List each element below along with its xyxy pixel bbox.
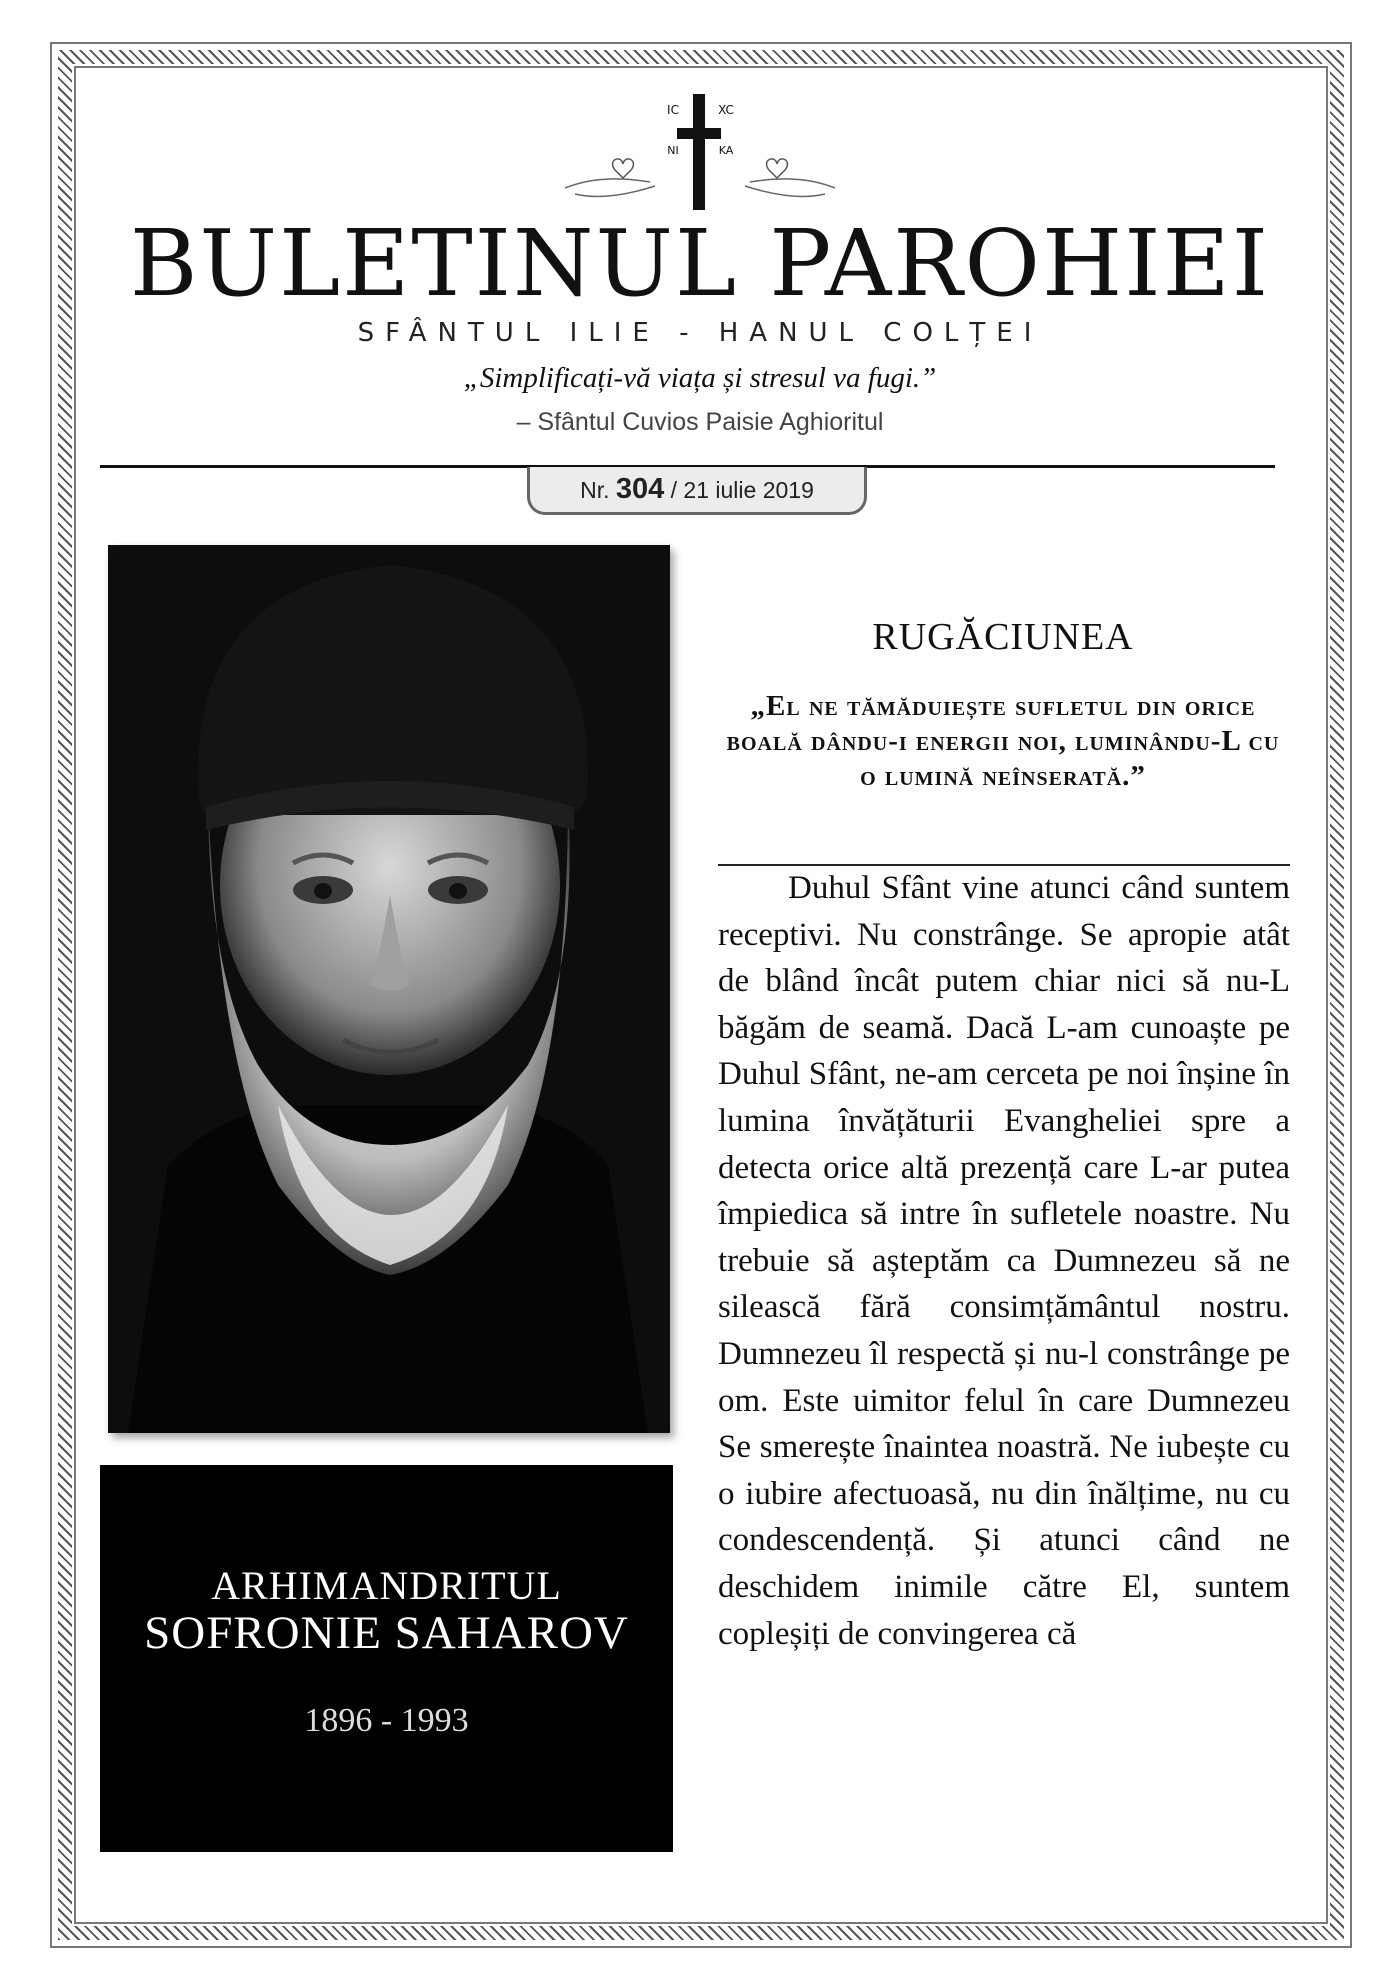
issue-date: / 21 iulie 2019 [670, 477, 814, 503]
cross-xc-label: XC [718, 103, 734, 117]
motto-quote: „Simplificați-vă viața și stresul va fugi.” [463, 362, 937, 394]
cross-ka-label: KA [718, 144, 734, 157]
caption-years: 1896 - 1993 [304, 1702, 469, 1739]
caption-title: ARHIMANDRITUL [211, 1563, 562, 1608]
motto-author: – Sfântul Cuvios Paisie Aghioritul [516, 408, 884, 436]
orthodox-cross-icon [555, 90, 845, 215]
cross-ic-label: IC [667, 103, 679, 117]
parish-name: SFÂNTUL ILIE - HANUL COLȚEI [357, 318, 1043, 348]
bulletin-title: BULETINUL PAROHIEI [129, 210, 1271, 317]
issue-number: 304 [615, 473, 665, 505]
caption-name: SOFRONIE SAHAROV [144, 1607, 629, 1659]
article-body: Duhul Sfânt vine atunci când suntem receptivi. Nu constrânge. Se apropie atât de blând încât putem chiar nici să nu-L băgăm de seamă. Dacă L-am cunoaște pe Duhul Sfânt, ne-am cerceta pe noi înșine în lumina învățăturii Evangheliei spre a detecta orice altă prezență care L-ar putea împiedica să intre în sufletele noastre. Nu trebuie să așteptăm ca Dumnezeu să ne silească fără consimțământul nostru. Dumnezeu îl respectă și nu-l constrânge pe om. Este uimitor felul în care Dumnezeu Se smerește înaintea noastră. Ne iubește cu o iubire afectuoasă, nu din înălțime, nu cu condescendență. Și atunci când ne deschidem inimile către El, suntem copleșiți de convingerea că [718, 870, 1290, 1652]
cross-ni-label: NI [667, 144, 679, 157]
article-quote: „El ne tămăduiește sufletul din orice boală dându-i energii noi, luminându-L cu o lumină neînserată.” [726, 690, 1280, 792]
article-title: RUGĂCIUNEA [872, 616, 1134, 658]
portrait-photo [108, 545, 670, 1433]
issue-tab [527, 467, 867, 515]
portrait-caption [100, 1465, 673, 1852]
issue-prefix: Nr. [580, 477, 610, 503]
